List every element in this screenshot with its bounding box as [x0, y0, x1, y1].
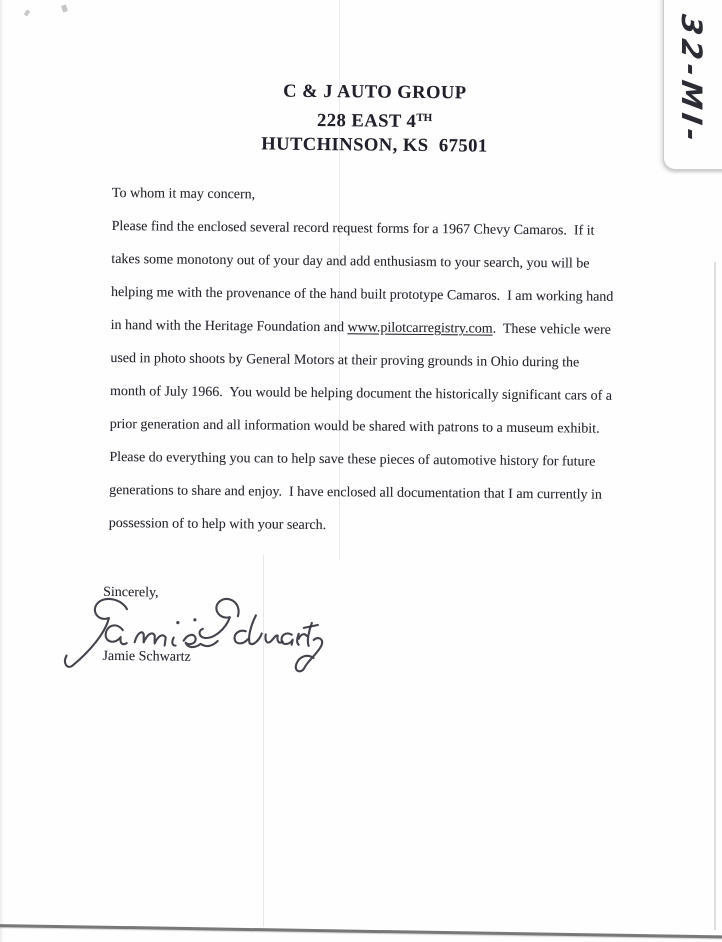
body-line: helping me with the provenance of the hand built prototype Camaros. I am working hand — [110, 284, 614, 305]
handwritten-signature — [59, 594, 325, 677]
side-tab-label: 32-MI- — [675, 12, 708, 149]
body-line: prior generation and all information would be shared with patrons to a museum exhibit. — [109, 416, 600, 437]
registry-link: www.pilotcarregistry.com — [347, 320, 493, 337]
company-name: C & J AUTO GROUP — [283, 81, 467, 104]
city-state-zip: HUTCHINSON, KS 67501 — [261, 134, 488, 157]
street-ordinal: TH — [416, 111, 433, 124]
body-line: takes some monotony out of your day and add enthusiasm to your search, you will be — [111, 251, 590, 272]
salutation: To whom it may concern, — [111, 186, 256, 203]
body-line: month of July 1966. You would be helping document the historically significant cars of a — [109, 383, 613, 404]
body-line: generations to share and enjoy. I have enclosed all documentation that I am currently in — [109, 482, 602, 503]
body-line: Please do everything you can to help save these pieces of automotive history for future — [109, 449, 596, 470]
body-line: possession of to help with your search. — [108, 515, 327, 534]
street-number: 228 EAST 4 — [317, 110, 417, 132]
link-line-pre: in hand with the Heritage Foundation and — [110, 317, 348, 336]
letterhead — [0, 77, 722, 161]
closing-salutation: Sincerely, — [103, 584, 159, 601]
body-line: used in photo shoots by General Motors at their proving grounds in Ohio during the — [110, 350, 580, 371]
letter-body — [109, 177, 697, 546]
body-line-with-link — [111, 309, 696, 348]
typed-name: Jamie Schwartz — [102, 648, 191, 665]
link-line-post: . These vehicle were — [492, 321, 611, 338]
body-line: Please find the enclosed several record request forms for a 1967 Chevy Camaros. If it — [111, 218, 595, 239]
